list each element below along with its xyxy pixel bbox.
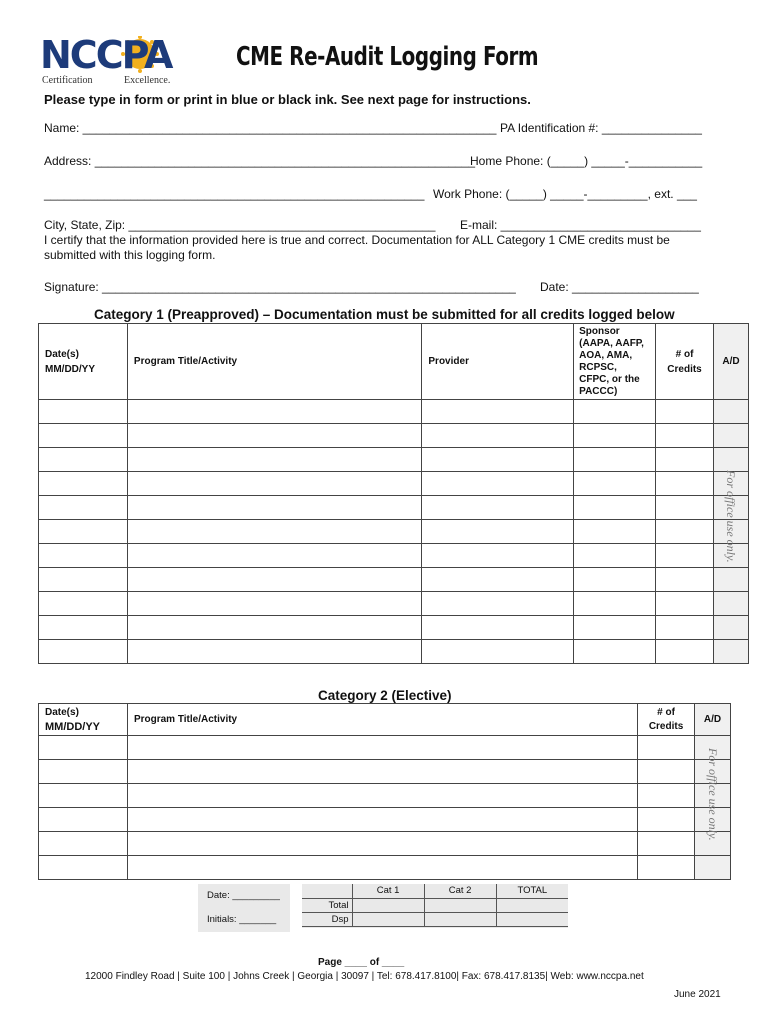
cat2-col-ad: A/D xyxy=(695,704,731,736)
cat2-col-date-line1: Date(s) xyxy=(45,707,79,718)
email-field[interactable]: E-mail: ______________________________ xyxy=(460,218,701,232)
logo-brand: NCCPA xyxy=(40,36,172,77)
table-row[interactable] xyxy=(39,616,749,640)
office-dsp-row: Dsp xyxy=(302,912,352,926)
logo-tagline-left: Certification xyxy=(42,75,93,86)
cat2-col-date xyxy=(39,704,128,736)
office-total-row: Total xyxy=(302,898,352,912)
office-initials: Initials: _______ xyxy=(207,914,277,925)
revision-date: June 2021 xyxy=(674,989,721,1000)
page-number: Page ____ of ____ xyxy=(318,957,405,968)
table-row[interactable] xyxy=(39,856,731,880)
cat2-col-program: Program Title/Activity xyxy=(127,704,637,736)
cat2-col-credits xyxy=(638,704,695,736)
footer-address: 12000 Findley Road | Suite 100 | Johns Creek | Georgia | 30097 | Tel: 678.417.8100| Fax: 678.417.8135| Web: www.nccpa.net xyxy=(85,971,644,982)
cat1-col-date xyxy=(39,324,128,400)
city-state-zip-field[interactable]: City, State, Zip: ______________________________________________ xyxy=(44,218,436,232)
cat1-col-date-line2: MM/DD/YY xyxy=(45,363,95,375)
category1-header-row xyxy=(39,324,749,400)
table-row[interactable] xyxy=(39,808,731,832)
cat1-col-credits xyxy=(656,324,714,400)
sponsor-line1: Sponsor xyxy=(579,325,620,337)
form-title: CME Re-Audit Logging Form xyxy=(236,42,539,72)
category2-title: Category 2 (Elective) xyxy=(318,688,452,703)
office-cat2: Cat 2 xyxy=(424,884,496,898)
address-line2-field[interactable]: _________________________________________________________ xyxy=(44,187,425,201)
logo-tagline-right: Excellence. xyxy=(124,75,171,86)
sponsor-line5: CFPC, or the xyxy=(579,373,640,385)
table-row[interactable] xyxy=(39,736,731,760)
table-row[interactable] xyxy=(39,784,731,808)
pa-id-field[interactable]: PA Identification #: _______________ xyxy=(500,121,702,135)
office-totals-box xyxy=(302,884,568,928)
cat1-col-date-line1: Date(s) xyxy=(45,348,79,360)
category2-header-row xyxy=(39,704,731,736)
work-phone-field[interactable]: Work Phone: (_____) _____-_________, ext. ___ xyxy=(433,187,697,201)
table-row[interactable] xyxy=(39,544,749,568)
certification-statement: I certify that the information provided here is true and correct. Documentation for ALL Category 1 CME credits must be submitted with this logging form. xyxy=(44,233,670,262)
sponsor-line2: (AAPA, AAFP, xyxy=(579,337,644,349)
sponsor-line6: PACCC) xyxy=(579,385,618,397)
cat2-office-use-note: For office use only. xyxy=(706,748,720,841)
office-date-initials-box xyxy=(198,884,290,932)
table-row[interactable] xyxy=(39,568,749,592)
office-date: Date: _________ xyxy=(207,890,280,901)
table-row[interactable] xyxy=(39,448,749,472)
office-cat1: Cat 1 xyxy=(352,884,424,898)
office-total-col: TOTAL xyxy=(496,884,568,898)
table-row[interactable] xyxy=(39,760,731,784)
table-row[interactable] xyxy=(39,520,749,544)
table-row[interactable] xyxy=(39,832,731,856)
table-row[interactable] xyxy=(39,424,749,448)
category1-table xyxy=(38,323,749,664)
office-totals-table xyxy=(302,884,568,927)
date-field[interactable]: Date: ___________________ xyxy=(540,280,699,294)
address-field[interactable]: Address: _________________________________________________________ xyxy=(44,154,476,168)
nccpa-logo xyxy=(40,36,190,86)
sponsor-line4: RCPSC, xyxy=(579,361,617,373)
table-row[interactable] xyxy=(39,496,749,520)
cat1-col-ad: A/D xyxy=(713,324,748,400)
category2-table xyxy=(38,703,731,880)
cat1-credits-line2: Credits xyxy=(667,363,702,375)
signature-field[interactable]: Signature: ______________________________________________________________ xyxy=(44,280,516,294)
cat1-col-sponsor xyxy=(574,324,656,400)
home-phone-field[interactable]: Home Phone: (_____) _____-___________ xyxy=(470,154,703,168)
cat1-office-use-note: For office use only. xyxy=(724,470,738,563)
table-row[interactable] xyxy=(39,592,749,616)
cat1-col-provider: Provider xyxy=(422,324,574,400)
table-row[interactable] xyxy=(39,472,749,496)
cat2-credits-line2: Credits xyxy=(648,721,684,732)
logo-graphic xyxy=(40,36,190,86)
cat2-credits-line1: # of xyxy=(657,707,675,718)
instructions: Please type in form or print in blue or black ink. See next page for instructions. xyxy=(44,92,531,107)
cat2-col-date-line2: MM/DD/YY xyxy=(45,721,100,733)
cat1-credits-line1: # of xyxy=(675,348,694,360)
cat1-col-program: Program Title/Activity xyxy=(127,324,421,400)
category1-title: Category 1 (Preapproved) – Documentation must be submitted for all credits logged below xyxy=(94,307,675,322)
table-row[interactable] xyxy=(39,640,749,664)
sponsor-line3: AOA, AMA, xyxy=(579,349,633,361)
name-field[interactable]: Name: ______________________________________________________________ xyxy=(44,121,497,135)
table-row[interactable] xyxy=(39,400,749,424)
